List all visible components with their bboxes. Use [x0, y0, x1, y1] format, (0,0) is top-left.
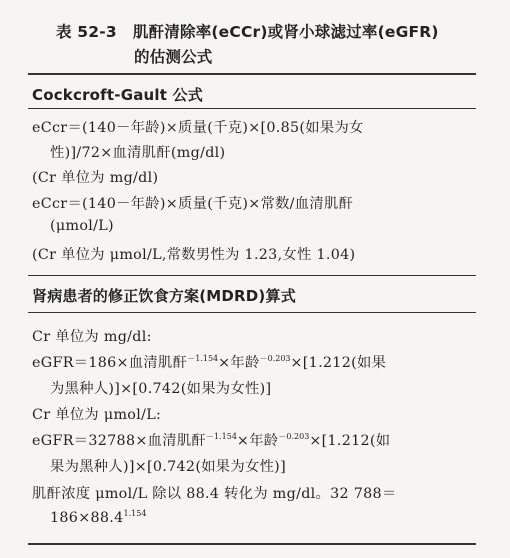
mdrd-formula1-line2: 为黑种人)]×[0.742(如果为女性)]: [50, 381, 272, 397]
table-number: 表 52-3: [56, 23, 117, 41]
cg-heading-rule: [28, 108, 476, 109]
mdrd-f1-exp2: －0.203: [259, 354, 291, 363]
mdrd-f1-part-c: ×[1.212(如果: [290, 355, 387, 371]
mdrd-heading-rule: [28, 312, 476, 313]
mdrd-top-rule: [28, 275, 476, 276]
cg-unit-note2: (Cr 单位为 μmol/L,常数男性为 1.23,女性 1.04): [32, 247, 356, 263]
conversion-note-line1: 肌酐浓度 μmol/L 除以 88.4 转化为 mg/dl。32 788＝: [32, 486, 397, 502]
table-title: [56, 20, 486, 70]
table-title-line1: 肌酐清除率(eCCr)或肾小球滤过率(eGFR): [132, 23, 439, 41]
mdrd-f2-exp2: －0.203: [278, 432, 310, 441]
top-rule: [28, 73, 476, 75]
mdrd-f2-part-c: ×[1.212(如: [309, 433, 391, 449]
mdrd-f1-exp1: －1.154: [187, 354, 219, 363]
mdrd-formula1-line1: [32, 352, 478, 372]
mdrd-f1-part-b: ×年龄: [218, 355, 260, 371]
cockcroft-gault-heading: Cockcroft-Gault 公式: [32, 86, 203, 104]
table-title-line2: 的估测公式: [134, 48, 213, 66]
mdrd-heading: 肾病患者的修正饮食方案(MDRD)算式: [32, 287, 296, 305]
mdrd-f2-part-a: eGFR＝32788×血清肌酐: [32, 433, 207, 449]
conversion-note-line2: [50, 509, 496, 526]
mdrd-f2-part-b: ×年龄: [236, 433, 279, 449]
cg-unit-note1: (Cr 单位为 mg/dl): [32, 170, 159, 186]
mdrd-formula2-line2: 果为黑种人)]×[0.742(如果为女性)]: [50, 459, 286, 475]
conversion-base: 186×88.4: [50, 510, 124, 526]
mdrd-f1-part-a: eGFR＝186×血清肌酐: [32, 355, 188, 371]
cg-formula2-line2: (μmol/L): [50, 218, 114, 234]
bottom-rule: [28, 543, 476, 545]
mdrd-f2-exp1: －1.154: [206, 432, 237, 441]
cg-formula1-line1: eCcr＝(140－年龄)×质量(千克)×[0.85(如果为女: [32, 120, 364, 136]
cg-formula2-line1: eCcr＝(140－年龄)×质量(千克)×常数/血清肌酐: [32, 196, 354, 212]
cg-formula1-line2: 性)]/72×血清肌酐(mg/dl): [50, 145, 226, 161]
mdrd-unit-mgdl: Cr 单位为 mg/dl:: [32, 329, 152, 345]
mdrd-unit-umol: Cr 单位为 μmol/L:: [32, 407, 162, 423]
mdrd-formula2-line1: [32, 430, 478, 450]
conversion-exp: 1.154: [123, 509, 147, 518]
